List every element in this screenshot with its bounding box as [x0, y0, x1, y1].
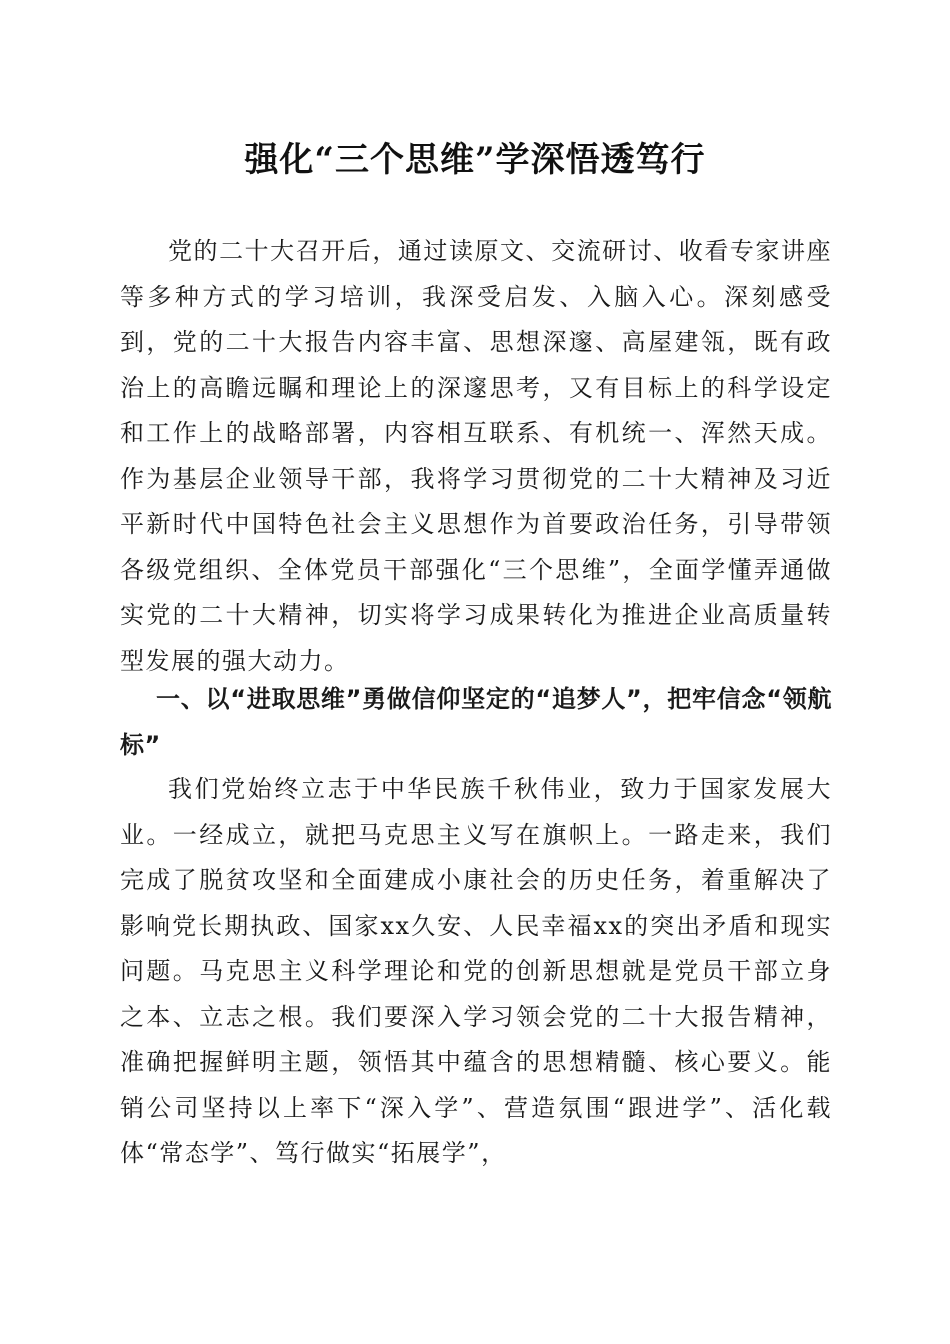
intro-paragraph-block: [120, 229, 832, 684]
section-1-heading: 一、以“进取思维”勇做信仰坚定的“追梦人”，把牢信念“领航标”: [120, 685, 832, 759]
section-1-paragraph: 我们党始终立志于中华民族千秋伟业，致力于国家发展大业。一经成立，就把马克思主义写在旗帜上。一路走来，我们完成了脱贫攻坚和全面建成小康社会的历史任务，着重解决了影响党长期执政、国家xx久安、人民幸福xx的突出矛盾和现实问题。马克思主义科学理论和党的创新思想就是党员干部立身之本、立志之根。我们要深入学习领会党的二十大报告精神，准确把握鲜明主题，领悟其中蕴含的思想精髓、核心要义。能销公司坚持以上率下“深入学”、营造氛围“跟进学”、活化载体“常态学”、笃行做实“拓展学”，: [120, 775, 832, 1167]
document-title: 强化“三个思维”学深悟透笃行: [244, 140, 706, 180]
intro-paragraph: 党的二十大召开后，通过读原文、交流研讨、收看专家讲座等多种方式的学习培训，我深受启发、入脑入心。深刻感受到，党的二十大报告内容丰富、思想深邃、高屋建瓴，既有政治上的高瞻远瞩和理论上的深邃思考，又有目标上的科学设定和工作上的战略部署，内容相互联系、有机统一、浑然天成。作为基层企业领导干部，我将学习贯彻党的二十大精神及习近平新时代中国特色社会主义思想作为首要政治任务，引导带领各级党组织、全体党员干部强化“三个思维”，全面学懂弄通做实党的二十大精神，切实将学习成果转化为推进企业高质量转型发展的强大动力。: [120, 237, 832, 675]
section-heading-block: [120, 677, 832, 768]
section-1-paragraph-block: [120, 767, 832, 1177]
